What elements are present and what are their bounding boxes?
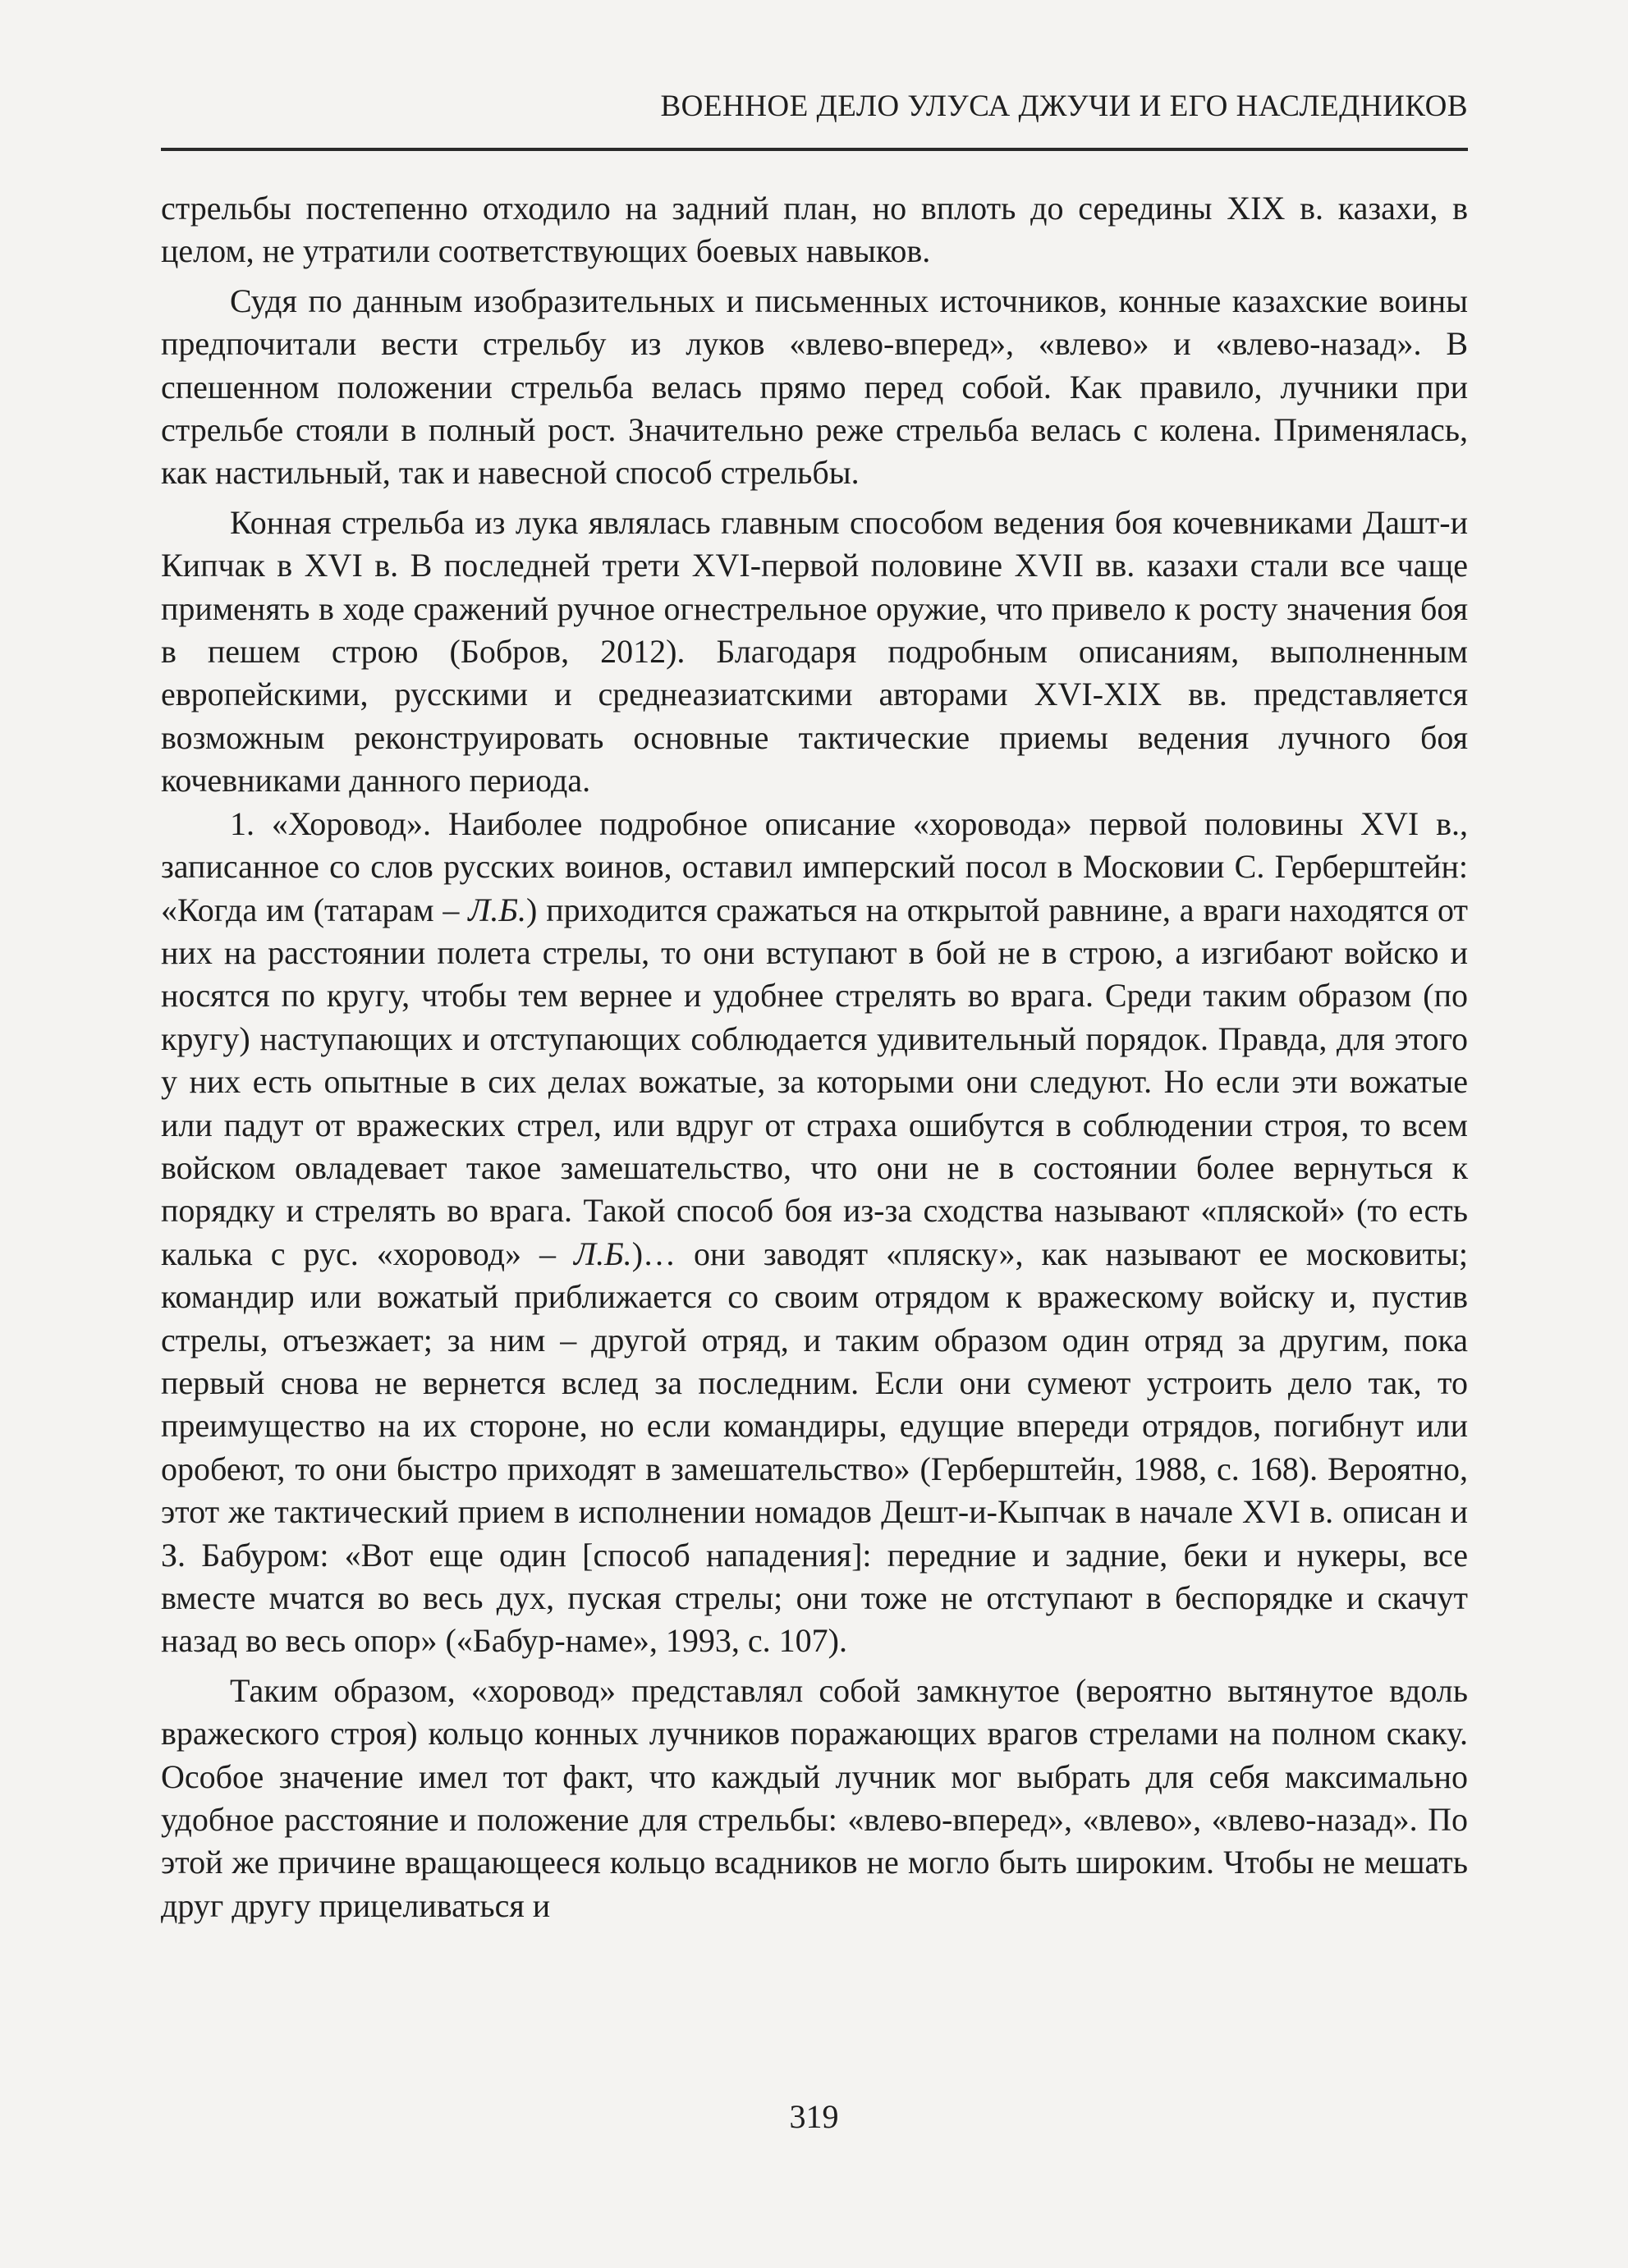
paragraph-3: Конная стрельба из лука являлась главным способом ведения боя кочевниками Дашт-и Кипчак в XVI в. В последней трети XVI-первой половине XVII вв. казахи стали все чаще применять в ходе сражений ручное огнестрельное оружие, что привело к росту значения боя в пешем строю (Бобров, 2012). Благодаря подробным описаниям, выполненным европейскими, русскими и среднеазиатскими авторами XVI-XIX вв. представляется возможным реконструировать основные тактические приемы ведения лучного боя кочевниками данного периода. (161, 503, 1468, 800)
paragraph-4 (161, 803, 1468, 1663)
author-initials-2: Л.Б. (574, 1235, 632, 1272)
paragraph-1: стрельбы постепенно отходило на задний план, но вплоть до середины XIX в. казахи, в целом, не утратили соответствующих боевых навыков. (161, 190, 1468, 270)
author-initials-1: Л.Б. (468, 891, 526, 928)
running-header: ВОЕННОЕ ДЕЛО УЛУСА ДЖУЧИ И ЕГО НАСЛЕДНИКОВ (660, 89, 1468, 123)
body-text (161, 187, 1468, 1927)
paragraph-4-part-a: 1. «Хоровод». Наиболее подробное описание «хоровода» первой половины XVI в., записанное со слов русских воинов, оставил имперский посол в Московии С. Герберштейн: «Когда им (татарам – (161, 804, 1468, 928)
page-number: 319 (789, 2098, 839, 2135)
header-rule (161, 148, 1468, 151)
paragraph-4-part-b: ) приходится сражаться на открытой равнине, а враги находятся от них на расстоянии полета стрелы, то они вступают в бой не в строю, а изгибают войско и носятся по кругу, чтобы тем вернее и удобнее стрелять во врага. Среди таким образом (по кругу) наступающих и отступающих соблюдается удивительный порядок. Правда, для этого у них есть опытные в сих делах вожатые, за которыми они следуют. Но если эти вожатые или падут от вражеских стрел, или вдруг от страха ошибутся в соблюдении строя, то всем войском овладевает такое замешательство, что они не в состоянии более вернуться к порядку и стрелять во врага. Такой способ боя из-за сходства называют «пляской» (то есть калька с рус. «хоровод» – (161, 891, 1468, 1272)
paragraph-2: Судя по данным изобразительных и письменных источников, конные казахские воины предпочитали вести стрельбу из луков «влево-вперед», «влево» и «влево-назад». В спешенном положении стрельба велась прямо перед собой. Как правило, лучники при стрельбе стояли в полный рост. Значительно реже стрельба велась с колена. Применялась, как настильный, так и навесной способ стрельбы. (161, 282, 1468, 492)
paragraph-5: Таким образом, «хоровод» представлял собой замкнутое (вероятно вытянутое вдоль вражеского строя) кольцо конных лучников поражающих врагов стрелами на полном скаку. Особое значение имел тот факт, что каждый лучник мог выбрать для себя максимально удобное расстояние и положение для стрельбы: «влево-вперед», «влево», «влево-назад». По этой же причине вращающееся кольцо всадников не могло быть широким. Чтобы не мешать друг другу прицеливаться и (161, 1671, 1468, 1924)
paragraph-4-part-c: )… они заводят «пляску», как называют ее московиты; командир или вожатый приближается со своим отрядом к вражескому войску и, пустив стрелы, отъезжает; за ним – другой отряд, и таким образом один отряд за другим, пока первый снова не вернется вслед за последним. Если они сумеют устроить дело так, то преимущество на их стороне, но если командиры, едущие впереди отрядов, погибнут или оробеют, то они быстро приходят в замешательство» (Герберштейн, 1988, с. 168). Вероятно, этот же тактический прием в исполнении номадов Дешт-и-Кыпчак в начале XVI в. описан и З. Бабуром: «Вот еще один [способ нападения]: передние и задние, беки и нукеры, все вместе мчатся во весь дух, пуская стрелы; они тоже не отступают в беспорядке и скачут назад во весь опор» («Бабур-наме», 1993, с. 107). (161, 1235, 1468, 1660)
